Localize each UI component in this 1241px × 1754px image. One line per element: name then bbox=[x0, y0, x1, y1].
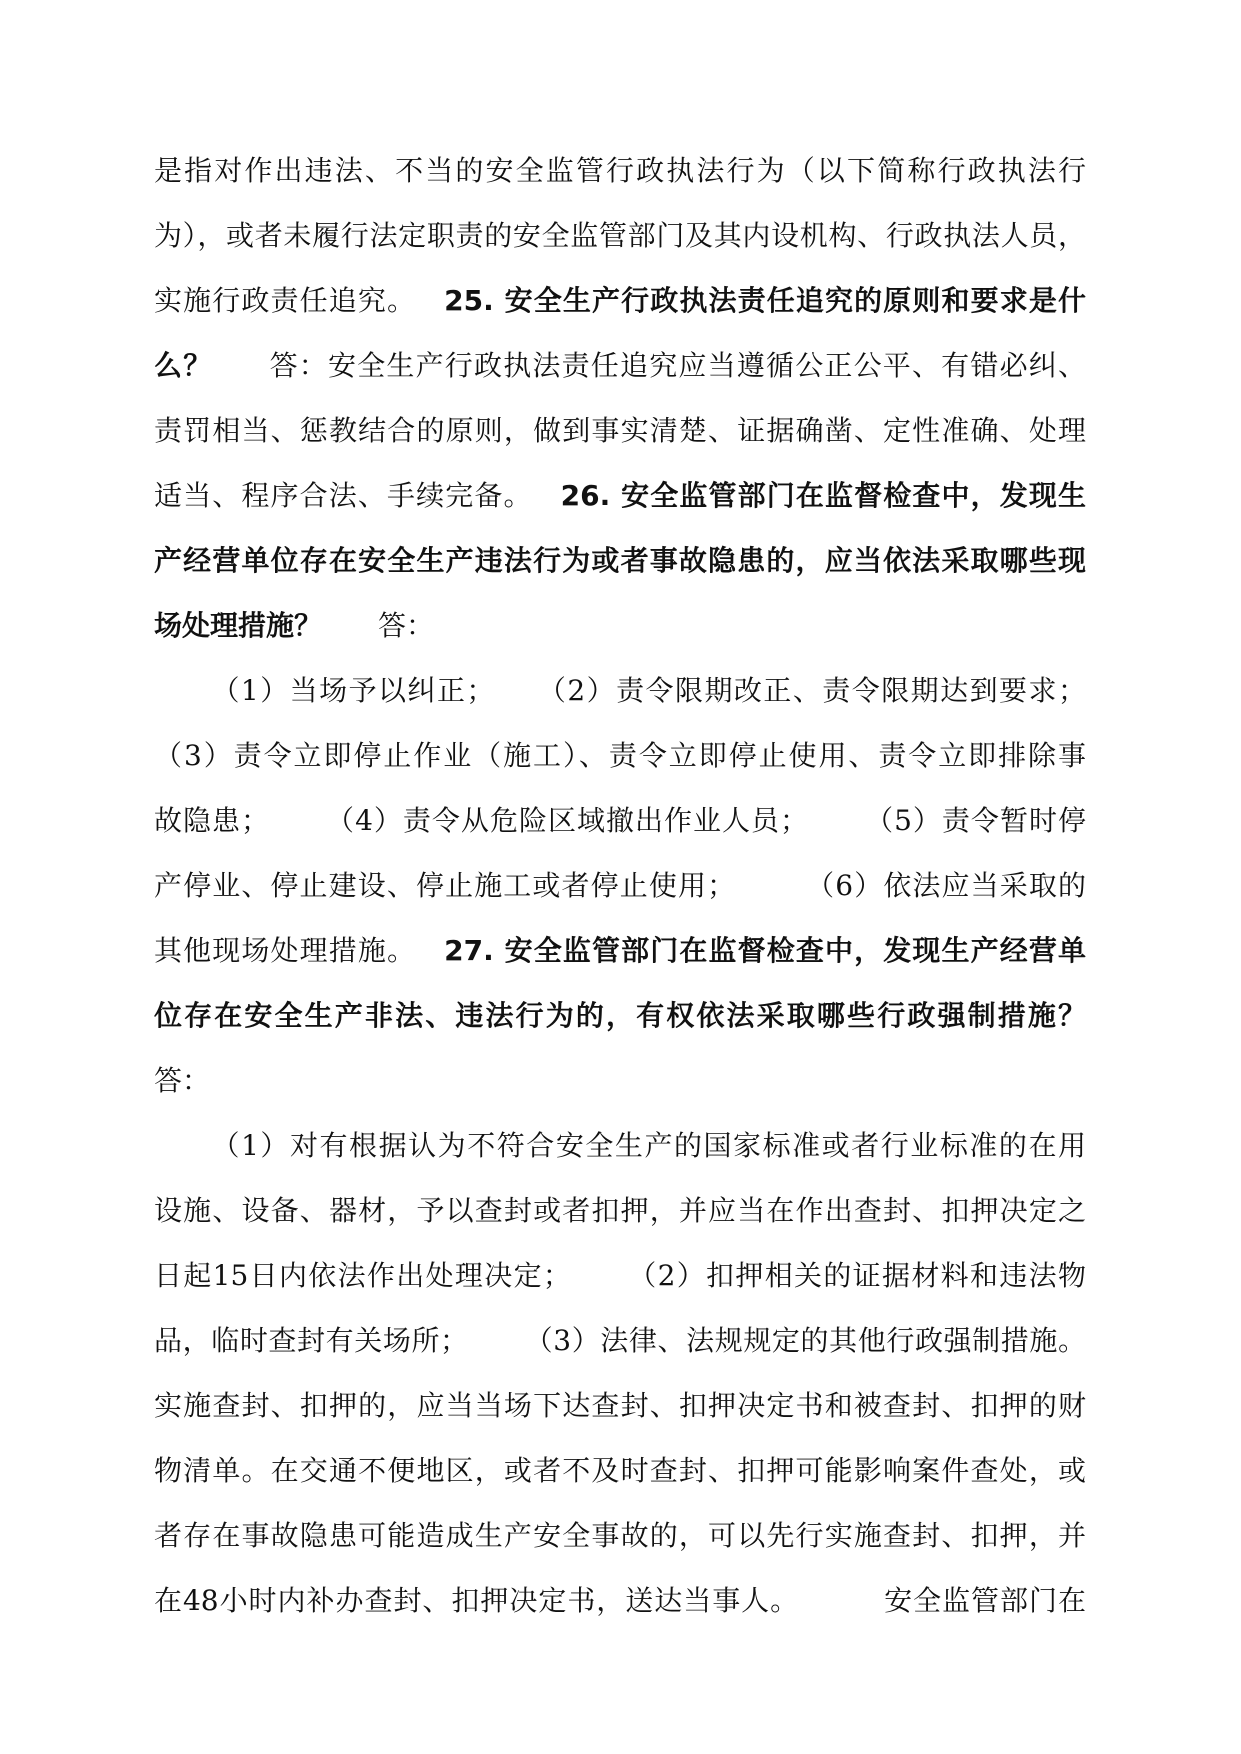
body-text: 者存在事故隐患可能造成生产安全事故的，可以先行实施查封、扣押，并 bbox=[154, 1519, 1086, 1552]
spacer bbox=[735, 894, 805, 895]
question-heading: 产经营单位存在安全生产违法行为或者事故隐患的，应当依法采取哪些现 bbox=[154, 544, 1086, 577]
text-line bbox=[154, 398, 1086, 463]
text-line bbox=[154, 1438, 1086, 1503]
spacer bbox=[799, 1609, 883, 1610]
text-line bbox=[154, 1048, 1086, 1113]
spacer bbox=[212, 374, 268, 375]
text-line bbox=[154, 268, 1086, 333]
text-line bbox=[154, 658, 1086, 723]
question-heading: 27. 安全监管部门在监督检查中，发现生产经营单 bbox=[444, 934, 1086, 967]
list-item: （3）法律、法规规定的其他行政强制措施。 bbox=[524, 1324, 1086, 1357]
spacer bbox=[571, 1284, 627, 1285]
text-line bbox=[154, 1373, 1086, 1438]
answer-text: 责罚相当、惩教结合的原则，做到事实清楚、证据确凿、定性准确、处理 bbox=[154, 414, 1086, 447]
spacer bbox=[269, 829, 325, 830]
spacer bbox=[322, 634, 378, 635]
spacer bbox=[416, 959, 444, 960]
text-line bbox=[154, 1308, 1086, 1373]
question-heading: 位存在安全生产非法、违法行为的，有权依法采取哪些行政强制措施？ bbox=[154, 999, 1086, 1032]
question-heading: 场处理措施？ bbox=[154, 609, 323, 642]
answer-label: 答： bbox=[378, 609, 435, 642]
text-line bbox=[154, 723, 1086, 788]
question-heading: 25. 安全生产行政执法责任追究的原则和要求是什 bbox=[444, 284, 1086, 317]
text-line bbox=[154, 203, 1086, 268]
text-line bbox=[154, 788, 1086, 853]
text-line bbox=[154, 138, 1086, 203]
body-text: 实施行政责任追究。 bbox=[154, 284, 417, 317]
spacer bbox=[808, 829, 864, 830]
body-text: 实施查封、扣押的，应当当场下达查封、扣押决定书和被查封、扣押的财 bbox=[154, 1389, 1086, 1422]
list-item: 品，临时查封有关场所； bbox=[154, 1324, 469, 1357]
list-item: （1）当场予以纠正； bbox=[210, 674, 495, 707]
body-text: 安全监管部门在 bbox=[883, 1584, 1086, 1617]
document-body bbox=[154, 138, 1086, 1633]
body-text: 在48小时内补办查封、扣押决定书，送达当事人。 bbox=[154, 1584, 800, 1617]
text-line bbox=[154, 983, 1086, 1048]
body-text: 物清单。在交通不便地区，或者不及时查封、扣押可能影响案件查处，或 bbox=[154, 1454, 1086, 1487]
text-line bbox=[154, 918, 1086, 983]
spacer bbox=[416, 309, 444, 310]
text-line bbox=[154, 853, 1086, 918]
list-item: （6）依法应当采取的 bbox=[805, 869, 1086, 902]
body-text: 是指对作出违法、不当的安全监管行政执法行为（以下简称行政执法行 bbox=[154, 154, 1086, 187]
list-item: （4）责令从危险区域撤出作业人员； bbox=[325, 804, 809, 837]
list-item: 故隐患； bbox=[154, 804, 270, 837]
text-line bbox=[154, 593, 1086, 658]
list-item: （2）扣押相关的证据材料和违法物 bbox=[626, 1259, 1086, 1292]
question-heading: 26. 安全监管部门在监督检查中，发现生 bbox=[560, 479, 1086, 512]
spacer bbox=[533, 504, 561, 505]
spacer bbox=[494, 699, 536, 700]
text-line bbox=[154, 1113, 1086, 1178]
list-item: （3）责令立即停止作业（施工）、责令立即停止使用、责令立即排除事 bbox=[154, 739, 1086, 772]
spacer bbox=[468, 1349, 524, 1350]
text-line bbox=[154, 463, 1086, 528]
text-line bbox=[154, 333, 1086, 398]
answer-text: 适当、程序合法、手续完备。 bbox=[154, 479, 533, 512]
list-item: （5）责令暂时停 bbox=[864, 804, 1086, 837]
text-line bbox=[154, 1243, 1086, 1308]
list-item: 产停业、停止建设、停止施工或者停止使用； bbox=[154, 869, 736, 902]
list-item: （2）责令限期改正、责令限期达到要求； bbox=[536, 674, 1086, 707]
question-heading: 么？ bbox=[154, 349, 213, 382]
answer-label: 答： bbox=[154, 1064, 211, 1097]
list-item: 其他现场处理措施。 bbox=[154, 934, 417, 967]
body-text: 为），或者未履行法定职责的安全监管部门及其内设机构、行政执法人员， bbox=[154, 219, 1086, 252]
list-item: 日起15日内依法作出处理决定； bbox=[154, 1259, 571, 1292]
text-line bbox=[154, 528, 1086, 593]
list-item: （1）对有根据认为不符合安全生产的国家标准或者行业标准的在用 bbox=[210, 1129, 1086, 1162]
answer-text: 答：安全生产行政执法责任追究应当遵循公正公平、有错必纠、 bbox=[268, 349, 1086, 382]
text-line bbox=[154, 1568, 1086, 1633]
text-line bbox=[154, 1503, 1086, 1568]
list-item: 设施、设备、器材，予以查封或者扣押，并应当在作出查封、扣押决定之 bbox=[154, 1194, 1086, 1227]
text-line bbox=[154, 1178, 1086, 1243]
